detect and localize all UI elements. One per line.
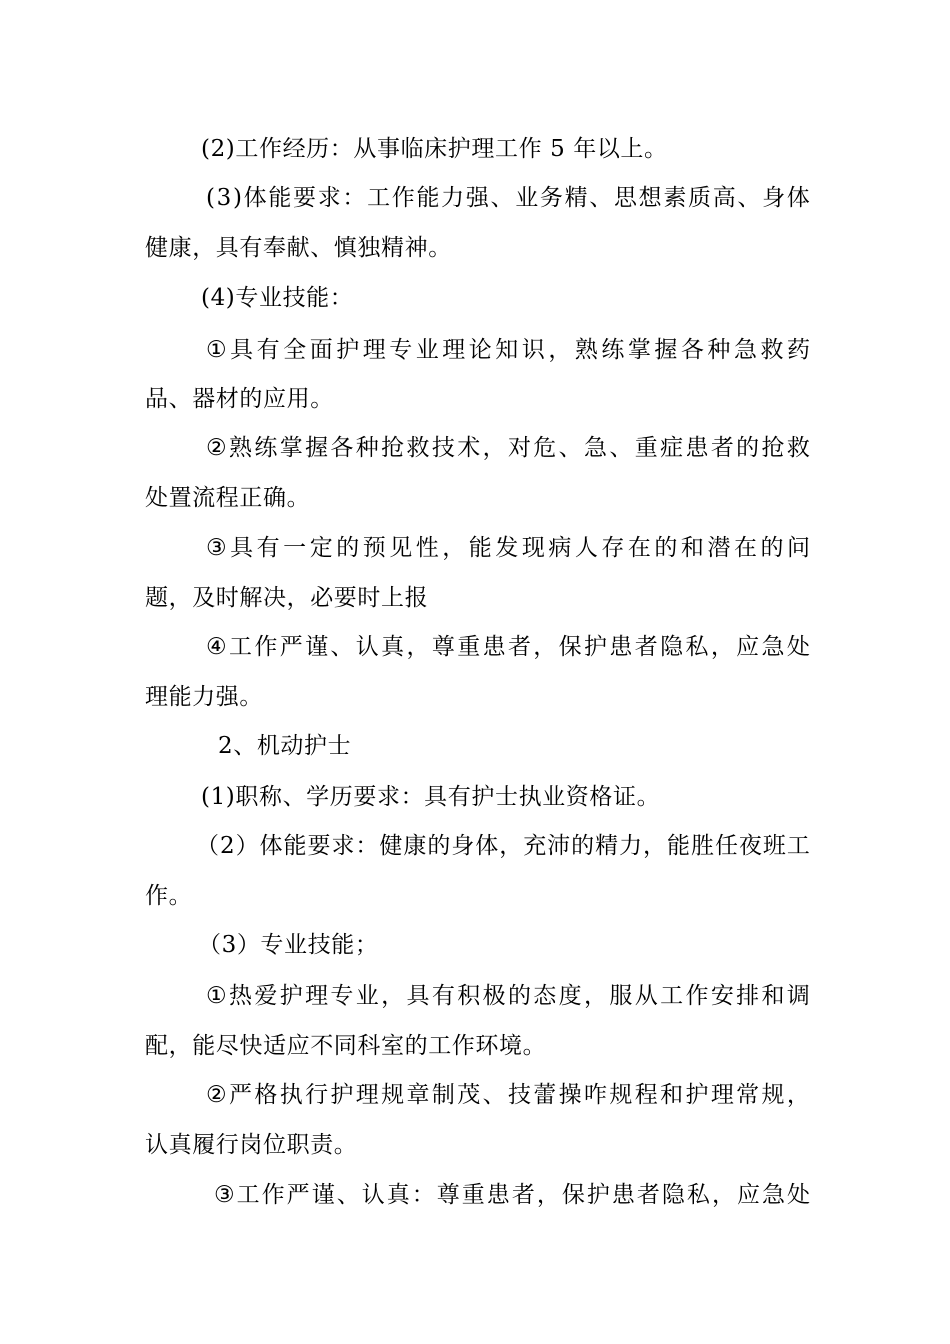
text-glyph: 处 <box>786 1182 810 1208</box>
text-glyph: 严 <box>286 1182 310 1208</box>
text-glyph: 抢 <box>761 435 785 461</box>
text-glyph: ： <box>355 833 379 859</box>
text-glyph: 、 <box>330 634 354 660</box>
text-glyph: 的 <box>427 833 451 859</box>
text-glyph: 规 <box>609 1082 633 1108</box>
text-glyph: 谨 <box>311 1182 335 1208</box>
text-glyph: 尊 <box>431 634 455 660</box>
text-glyph: 具 <box>230 535 254 561</box>
text-glyph: 重 <box>634 435 658 461</box>
text-glyph: 理 <box>362 337 386 363</box>
text-glyph: 精 <box>595 833 619 859</box>
text-glyph: ③ <box>214 1182 235 1208</box>
text-glyph: 性 <box>415 535 439 561</box>
text-glyph: 3 <box>216 185 232 211</box>
text-glyph: 技 <box>507 1082 531 1108</box>
text-glyph: 体 <box>475 833 499 859</box>
text-glyph: 能 <box>667 833 691 859</box>
text-glyph: ， <box>643 833 667 859</box>
text-glyph: ， <box>536 1182 560 1208</box>
text-glyph: 护 <box>279 983 303 1009</box>
text-glyph: 的 <box>507 983 531 1009</box>
text-glyph: 术 <box>457 435 481 461</box>
text-glyph: 认 <box>355 634 379 660</box>
text-glyph: ， <box>533 634 557 660</box>
text-glyph: 症 <box>660 435 684 461</box>
text-glyph: ② <box>206 1082 227 1108</box>
text-glyph: 者 <box>636 1182 660 1208</box>
text-glyph: 的 <box>736 435 760 461</box>
text-glyph: 隐 <box>661 1182 685 1208</box>
text-glyph: ( <box>206 185 215 211</box>
text-glyph: 高 <box>712 185 736 211</box>
text-glyph: 行 <box>305 1082 329 1108</box>
text-glyph: 有 <box>431 983 455 1009</box>
text-line: 作。 <box>145 883 193 909</box>
text-glyph: 握 <box>305 435 329 461</box>
text-glyph: 救 <box>786 435 810 461</box>
text-glyph: 态 <box>533 983 557 1009</box>
text-line: 健康，具有奉献、慎独精神。 <box>145 235 452 261</box>
text-glyph: 护 <box>336 337 360 363</box>
text-line <box>196 831 810 861</box>
text-glyph: 应 <box>736 634 760 660</box>
text-glyph: 作 <box>391 185 415 211</box>
text-line <box>206 183 810 213</box>
text-glyph: 的 <box>571 833 595 859</box>
text-glyph: 的 <box>760 535 784 561</box>
text-glyph: 规 <box>761 1082 785 1108</box>
text-glyph: ， <box>710 634 734 660</box>
text-glyph: 、 <box>737 185 761 211</box>
text-glyph: 者 <box>507 634 531 660</box>
text-glyph: 严 <box>228 1082 252 1108</box>
text-glyph: 存 <box>601 535 625 561</box>
text-glyph: 程 <box>634 1082 658 1108</box>
text-glyph: ， <box>406 634 430 660</box>
text-glyph: 护 <box>685 1082 709 1108</box>
text-glyph: 和 <box>660 1082 684 1108</box>
text-glyph: 安 <box>710 983 734 1009</box>
text-glyph: ， <box>711 1182 735 1208</box>
text-glyph: 在 <box>627 535 651 561</box>
text-glyph: 理 <box>710 1082 734 1108</box>
text-glyph: 健 <box>379 833 403 859</box>
text-glyph: 身 <box>762 185 786 211</box>
text-glyph: 隐 <box>660 634 684 660</box>
text-glyph: 具 <box>406 983 430 1009</box>
text-glyph: 掌 <box>279 435 303 461</box>
text-glyph: 、 <box>490 185 514 211</box>
text-glyph: 服 <box>609 983 633 1009</box>
text-glyph: 人 <box>574 535 598 561</box>
text-glyph: 理 <box>442 337 466 363</box>
text-glyph: 种 <box>707 337 731 363</box>
text-glyph: 求 <box>317 185 341 211</box>
text-glyph: 夜 <box>738 833 762 859</box>
text-glyph: 业 <box>515 185 539 211</box>
text-glyph: 极 <box>482 983 506 1009</box>
text-glyph: 护 <box>584 634 608 660</box>
text-glyph: 全 <box>283 337 307 363</box>
text-line: (1)职称、学历要求：具有护士执业资格证。 <box>201 784 661 810</box>
text-glyph: 药 <box>786 337 810 363</box>
text-glyph: 工 <box>660 983 684 1009</box>
text-glyph: 发 <box>495 535 519 561</box>
text-glyph: 患 <box>486 1182 510 1208</box>
text-glyph: 见 <box>389 535 413 561</box>
text-glyph: 和 <box>680 535 704 561</box>
text-glyph: 认 <box>361 1182 385 1208</box>
text-glyph: 种 <box>355 435 379 461</box>
text-glyph: 作 <box>685 983 709 1009</box>
text-glyph: 救 <box>406 435 430 461</box>
text-glyph: 潜 <box>707 535 731 561</box>
text-glyph: 沛 <box>547 833 571 859</box>
text-glyph: 热 <box>228 983 252 1009</box>
text-glyph: ： <box>411 1182 435 1208</box>
text-glyph: 规 <box>381 1082 405 1108</box>
text-glyph: 力 <box>619 833 643 859</box>
text-line: 题，及时解决，必要时上报 <box>145 585 429 611</box>
text-glyph: 班 <box>762 833 786 859</box>
text-glyph: 充 <box>523 833 547 859</box>
text-line <box>206 433 810 463</box>
text-glyph: 患 <box>611 1182 635 1208</box>
text-glyph: 尊 <box>436 1182 460 1208</box>
text-glyph: 思 <box>613 185 637 211</box>
text-glyph: 蕾 <box>533 1082 557 1108</box>
text-glyph: 有 <box>256 337 280 363</box>
text-glyph: 患 <box>482 634 506 660</box>
text-glyph: 能 <box>416 185 440 211</box>
text-glyph: 各 <box>330 435 354 461</box>
text-line <box>206 632 810 662</box>
text-glyph: 急 <box>584 435 608 461</box>
text-glyph: 练 <box>254 435 278 461</box>
text-glyph: 现 <box>521 535 545 561</box>
text-glyph: 有 <box>256 535 280 561</box>
text-glyph: 能 <box>468 535 492 561</box>
text-glyph: 的 <box>654 535 678 561</box>
text-glyph: 操 <box>558 1082 582 1108</box>
text-glyph: 患 <box>609 634 633 660</box>
text-glyph: 业 <box>415 337 439 363</box>
text-glyph: 急 <box>761 634 785 660</box>
text-line: (2)工作经历：从事临床护理工作 5 年以上。 <box>201 136 668 162</box>
text-glyph: ① <box>206 983 227 1009</box>
text-glyph: 护 <box>330 1082 354 1108</box>
text-glyph: 理 <box>355 1082 379 1108</box>
text-glyph: ） <box>235 833 259 859</box>
text-glyph: 理 <box>305 983 329 1009</box>
text-glyph: 专 <box>330 983 354 1009</box>
text-glyph: 问 <box>786 535 810 561</box>
text-line <box>214 1180 810 1210</box>
text-line: 配，能尽快适应不同科室的工作环境。 <box>145 1033 547 1059</box>
text-glyph: 要 <box>307 833 331 859</box>
text-glyph: 、 <box>589 185 613 211</box>
text-glyph: 茂 <box>457 1082 481 1108</box>
text-glyph: 一 <box>283 535 307 561</box>
text-glyph: 积 <box>457 983 481 1009</box>
text-glyph: 护 <box>586 1182 610 1208</box>
text-glyph: 对 <box>507 435 531 461</box>
text-glyph: ， <box>548 337 572 363</box>
text-glyph: 体 <box>243 185 267 211</box>
text-glyph: 体 <box>259 833 283 859</box>
text-glyph: 务 <box>539 185 563 211</box>
text-glyph: 重 <box>457 634 481 660</box>
text-glyph: ① <box>206 337 227 363</box>
text-glyph: 能 <box>283 833 307 859</box>
text-glyph: 患 <box>685 435 709 461</box>
text-glyph: 练 <box>601 337 625 363</box>
text-glyph: 要 <box>293 185 317 211</box>
text-glyph: 处 <box>786 634 810 660</box>
text-glyph: 定 <box>309 535 333 561</box>
text-glyph: 具 <box>230 337 254 363</box>
text-glyph: 者 <box>710 435 734 461</box>
text-glyph: ， <box>584 983 608 1009</box>
text-glyph: ， <box>786 1082 810 1108</box>
text-glyph: 握 <box>654 337 678 363</box>
section-heading: 2、机动护士 <box>218 733 352 759</box>
text-glyph: 素 <box>663 185 687 211</box>
text-glyph: 作 <box>254 634 278 660</box>
text-glyph: 识 <box>521 337 545 363</box>
text-glyph: ② <box>206 435 227 461</box>
text-glyph: 业 <box>355 983 379 1009</box>
text-glyph: 爱 <box>254 983 278 1009</box>
text-glyph: 工 <box>786 833 810 859</box>
text-glyph: 者 <box>634 634 658 660</box>
text-glyph: 体 <box>786 185 810 211</box>
text-glyph: 在 <box>733 535 757 561</box>
text-glyph: 真 <box>386 1182 410 1208</box>
text-glyph: ， <box>499 833 523 859</box>
text-glyph: 常 <box>736 1082 760 1108</box>
text-glyph: ， <box>482 435 506 461</box>
text-glyph: 和 <box>761 983 785 1009</box>
text-glyph: 危 <box>533 435 557 461</box>
text-glyph: 身 <box>451 833 475 859</box>
text-glyph: 抢 <box>381 435 405 461</box>
text-glyph: 、 <box>482 1082 506 1108</box>
text-glyph: 谨 <box>305 634 329 660</box>
text-glyph: 真 <box>381 634 405 660</box>
text-glyph: 保 <box>558 634 582 660</box>
text-line <box>206 981 810 1011</box>
text-glyph: 2 <box>219 833 235 859</box>
text-glyph: ， <box>381 983 405 1009</box>
text-glyph: 康 <box>403 833 427 859</box>
text-glyph: 严 <box>279 634 303 660</box>
text-glyph: 私 <box>685 634 709 660</box>
text-glyph: 调 <box>786 983 810 1009</box>
text-glyph: 、 <box>558 435 582 461</box>
text-glyph: 作 <box>261 1182 285 1208</box>
text-glyph: 章 <box>406 1082 430 1108</box>
text-line: 理能力强。 <box>145 684 263 710</box>
text-glyph: 格 <box>254 1082 278 1108</box>
text-glyph: 制 <box>431 1082 455 1108</box>
text-glyph: 求 <box>331 833 355 859</box>
text-glyph: 工 <box>236 1182 260 1208</box>
text-glyph: 应 <box>736 1182 760 1208</box>
text-glyph: 胜 <box>690 833 714 859</box>
text-glyph: 排 <box>736 983 760 1009</box>
text-glyph: 咋 <box>584 1082 608 1108</box>
text-glyph: 熟 <box>228 435 252 461</box>
text-glyph: 质 <box>688 185 712 211</box>
text-glyph: ： <box>342 185 366 211</box>
text-glyph: 重 <box>461 1182 485 1208</box>
text-glyph: 急 <box>733 337 757 363</box>
text-line <box>206 335 810 365</box>
text-glyph: 执 <box>279 1082 303 1108</box>
text-glyph: 工 <box>367 185 391 211</box>
text-glyph: 力 <box>441 185 465 211</box>
text-glyph: （ <box>196 833 219 859</box>
text-glyph: 强 <box>465 185 489 211</box>
text-glyph: 病 <box>548 535 572 561</box>
text-glyph: ， <box>442 535 466 561</box>
text-line: （3）专业技能； <box>198 932 379 958</box>
text-glyph: 从 <box>634 983 658 1009</box>
text-glyph: 熟 <box>574 337 598 363</box>
text-glyph: 的 <box>336 535 360 561</box>
text-glyph: 面 <box>309 337 333 363</box>
text-glyph: 论 <box>468 337 492 363</box>
text-glyph: ④ <box>206 634 227 660</box>
text-glyph: 专 <box>389 337 413 363</box>
text-glyph: ③ <box>206 535 227 561</box>
text-glyph: 保 <box>561 1182 585 1208</box>
text-glyph: 知 <box>495 337 519 363</box>
text-line: 品、器材的应用。 <box>145 386 334 412</box>
text-glyph: 预 <box>362 535 386 561</box>
text-line: 认真履行岗位职责。 <box>145 1132 358 1158</box>
text-glyph: 私 <box>686 1182 710 1208</box>
text-glyph: 精 <box>564 185 588 211</box>
text-glyph: 工 <box>228 634 252 660</box>
text-glyph: 、 <box>336 1182 360 1208</box>
text-glyph: 、 <box>609 435 633 461</box>
text-glyph: ) <box>233 185 242 211</box>
text-glyph: 各 <box>680 337 704 363</box>
text-glyph: 想 <box>638 185 662 211</box>
text-glyph: 能 <box>268 185 292 211</box>
text-glyph: 救 <box>760 337 784 363</box>
text-line: (4)专业技能： <box>201 285 354 311</box>
text-line <box>206 1080 810 1110</box>
text-glyph: 度 <box>558 983 582 1009</box>
text-glyph: 者 <box>511 1182 535 1208</box>
text-line: 处置流程正确。 <box>145 485 311 511</box>
text-glyph: 掌 <box>627 337 651 363</box>
text-line <box>206 533 810 563</box>
text-glyph: 技 <box>431 435 455 461</box>
text-glyph: 任 <box>714 833 738 859</box>
text-glyph: 急 <box>761 1182 785 1208</box>
